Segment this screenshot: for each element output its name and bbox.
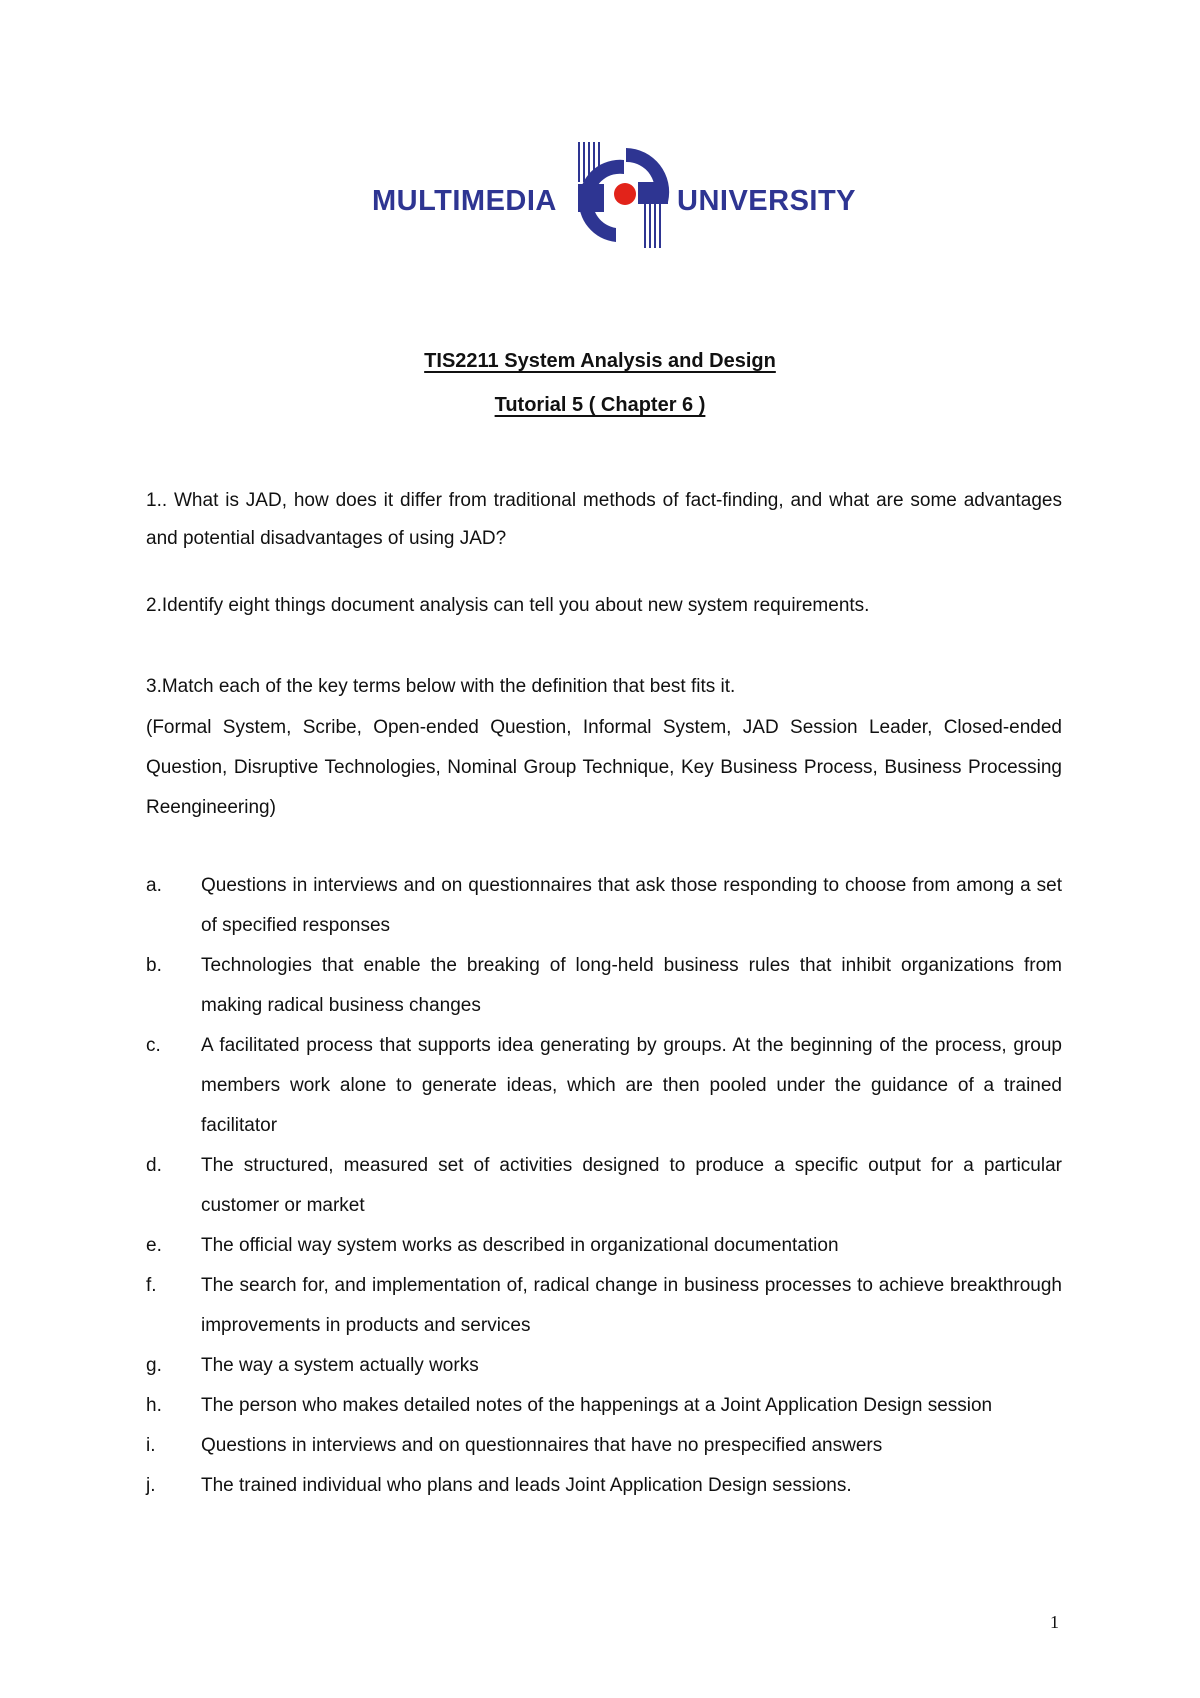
definition-letter: d. [146,1155,162,1176]
question-3-intro: 3.Match each of the key terms below with the definition that best fits it. [146,676,736,697]
university-logo [372,142,872,254]
logo-emblem-icon [578,142,669,248]
definition-item [146,866,1062,946]
question-2: 2.Identify eight things document analysis can tell you about new system requirements. [146,595,870,616]
definition-item [146,946,1062,1026]
question-3-terms: (Formal System, Scribe, Open-ended Question, Informal System, JAD Session Leader, Closed-ended Question, Disruptive Technologies, Nominal Group Technique, Key Business Process, Business Processing Reengineering) [146,717,1062,818]
definition-letter: g. [146,1355,162,1376]
definition-letter: e. [146,1235,162,1256]
question-1: 1.. What is JAD, how does it differ from traditional methods of fact-finding, and what are some advantages and potential disadvantages of using JAD? [146,490,1062,549]
definition-text: The search for, and implementation of, radical change in business processes to achieve breakthrough improvements in products and services [201,1275,1062,1336]
logo-right-word: UNIVERSITY [677,185,857,217]
definition-letter: j. [146,1475,156,1496]
definition-text: Technologies that enable the breaking of long-held business rules that inhibit organizations from making radical business changes [201,955,1062,1016]
definition-item [146,1146,1062,1226]
definition-text: The person who makes detailed notes of the happenings at a Joint Application Design session [201,1395,993,1416]
definition-text: The structured, measured set of activities designed to produce a specific output for a particular customer or market [201,1155,1062,1216]
definition-text: A facilitated process that supports idea generating by groups. At the beginning of the process, group members work alone to generate ideas, which are then pooled under the guidance of a trained facilitator [201,1035,1062,1136]
tutorial-title: Tutorial 5 ( Chapter 6 ) [494,394,706,416]
definition-text: The way a system actually works [201,1355,479,1376]
definition-text: Questions in interviews and on questionnaires that have no prespecified answers [201,1435,883,1456]
definition-letter: b. [146,955,162,976]
definitions-list [146,866,1062,1506]
definition-letter: f. [146,1275,157,1296]
course-title: TIS2211 System Analysis and Design [424,350,776,372]
definition-text: Questions in interviews and on questionnaires that ask those responding to choose from among a set of specified responses [201,875,1062,936]
definition-item [146,1346,1062,1386]
definition-item [146,1026,1062,1146]
definition-letter: h. [146,1395,162,1416]
definition-letter: i. [146,1435,156,1456]
definition-item [146,1426,1062,1466]
definition-letter: c. [146,1035,161,1056]
definition-text: The official way system works as described in organizational documentation [201,1235,839,1256]
definition-item [146,1386,1062,1426]
definition-text: The trained individual who plans and leads Joint Application Design sessions. [201,1475,852,1496]
definition-letter: a. [146,875,162,896]
definition-item [146,1226,1062,1266]
page-number: 1 [1050,1612,1059,1632]
definition-item [146,1266,1062,1346]
logo-left-word: MULTIMEDIA [372,185,557,217]
definition-item [146,1466,1062,1506]
